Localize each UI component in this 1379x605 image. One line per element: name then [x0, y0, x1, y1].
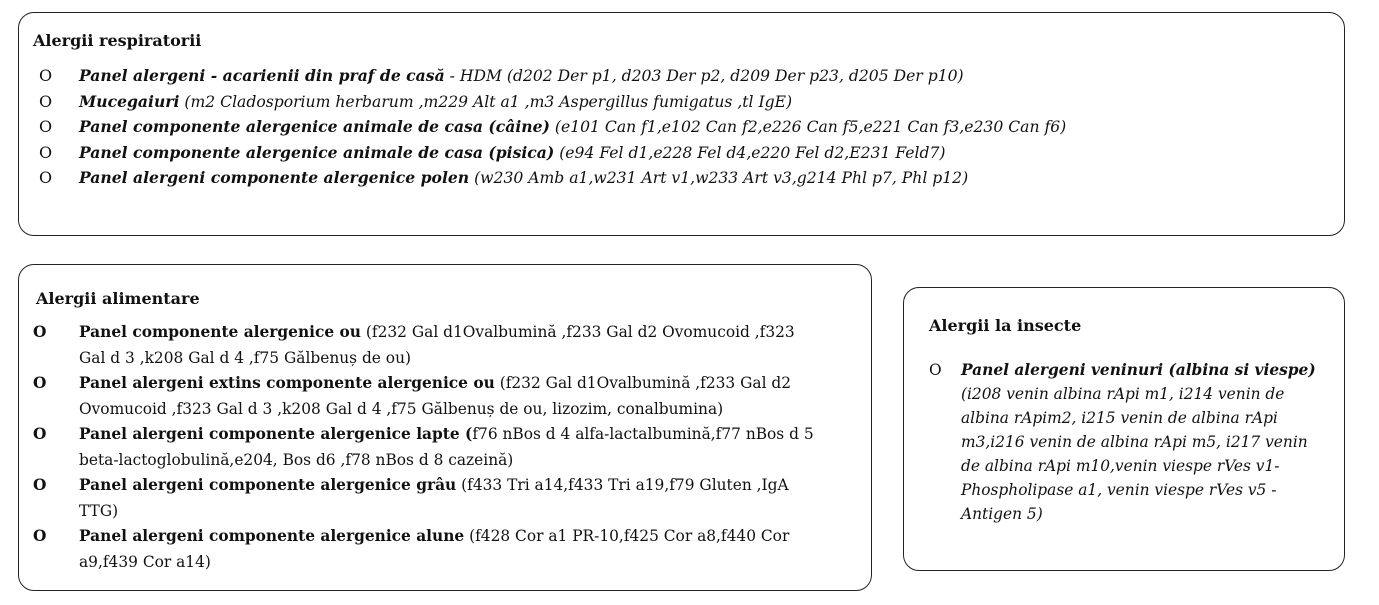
- radio-circle-icon[interactable]: O: [33, 476, 47, 494]
- list-item[interactable]: [33, 473, 823, 524]
- list-item[interactable]: [33, 524, 823, 575]
- panel-detail: (f232 Gal d1Ovalbumină ,f233 Gal d2 Ovomucoid ,f323 Gal d 3 ,k208 Gal d 4 ,f75 Gălbenuș de ou, lizozim, conalbumina): [79, 374, 792, 418]
- section-title: Alergii respiratorii: [33, 31, 202, 50]
- list-item[interactable]: [39, 140, 1066, 166]
- panel-detail: f76 nBos d 4 alfa-lactalbumină,f77 nBos d 5 beta-lactoglobulină,e204, Bos d6 ,f78 nBos d 8 cazeină): [79, 425, 814, 469]
- panel-name: Panel alergeni componente alergenice grâu: [79, 476, 457, 494]
- list-item[interactable]: [39, 63, 1066, 89]
- radio-circle-icon[interactable]: O: [39, 142, 53, 162]
- radio-circle-icon[interactable]: O: [39, 168, 53, 187]
- panel-name: Panel alergeni veninuri (albina si viespe): [961, 361, 1316, 379]
- list-item[interactable]: [929, 358, 1324, 526]
- respiratory-allergy-panel: [18, 12, 1345, 236]
- panel-detail: (e101 Can f1,e102 Can f2,e226 Can f5,e221 Can f3,e230 Can f6): [549, 118, 1067, 136]
- radio-circle-icon[interactable]: O: [33, 374, 47, 392]
- radio-circle-icon[interactable]: O: [929, 361, 942, 379]
- panel-detail: - HDM (d202 Der p1, d203 Der p2, d209 Der p23, d205 Der p10): [444, 67, 964, 85]
- radio-circle-icon[interactable]: O: [33, 527, 47, 545]
- list-item[interactable]: [39, 114, 1066, 140]
- panel-name: Panel componente alergenice animale de casa (câine): [79, 117, 550, 136]
- panel-detail: (e94 Fel d1,e228 Fel d4,e220 Fel d2,E231 Feld7): [554, 143, 946, 162]
- section-title: Alergii la insecte: [929, 316, 1082, 335]
- radio-circle-icon[interactable]: O: [39, 66, 53, 85]
- radio-circle-icon[interactable]: O: [39, 117, 53, 136]
- food-list: [33, 320, 823, 575]
- list-item[interactable]: [33, 422, 823, 473]
- panel-detail: (f433 Tri a14,f433 Tri a19,f79 Gluten ,IgA TTG): [79, 476, 789, 520]
- panel-detail: (i208 venin albina rApi m1, i214 venin de albina rApim2, i215 venin de albina rApi m3,i216 venin de albina rApi m5, i217 venin de albina rApi m10,venin viespe rVes v1-Phospholipase a1, venin viespe rVes v5 -Antigen 5): [961, 385, 1308, 523]
- panel-name: Panel componente alergenice ou: [79, 323, 361, 341]
- radio-circle-icon[interactable]: O: [33, 425, 47, 443]
- insect-list: [929, 358, 1324, 526]
- list-item[interactable]: [39, 165, 1066, 191]
- radio-circle-icon[interactable]: O: [33, 323, 47, 341]
- insect-allergy-panel: [903, 287, 1345, 571]
- panel-name: Panel alergeni componente alergenice polen: [79, 168, 470, 187]
- section-title: Alergii alimentare: [36, 289, 200, 308]
- panel-name: Panel alergeni componente alergenice lapte (: [79, 425, 473, 443]
- list-item[interactable]: [33, 371, 823, 422]
- panel-detail: (f428 Cor a1 PR-10,f425 Cor a8,f440 Cor a9,f439 Cor a14): [79, 527, 790, 571]
- panel-detail: (f232 Gal d1Ovalbumină ,f233 Gal d2 Ovomucoid ,f323 Gal d 3 ,k208 Gal d 4 ,f75 Gălbenuș de ou): [79, 323, 795, 367]
- panel-name: Mucegaiuri: [79, 91, 180, 111]
- panel-name: Panel alergeni componente alergenice alune: [79, 527, 465, 545]
- respiratory-list: [39, 63, 1066, 191]
- radio-circle-icon[interactable]: O: [39, 91, 53, 111]
- list-item[interactable]: [39, 89, 1066, 115]
- panel-detail: (w230 Amb a1,w231 Art v1,w233 Art v3,g214 Phl p7, Phl p12): [469, 169, 969, 187]
- panel-name: Panel alergeni - acarienii din praf de casă: [79, 66, 445, 85]
- list-item[interactable]: [33, 320, 823, 371]
- food-allergy-panel: [18, 264, 872, 591]
- panel-name: Panel componente alergenice animale de casa (pisica): [79, 142, 555, 162]
- panel-name: Panel alergeni extins componente alergenice ou: [79, 374, 495, 392]
- panel-detail: (m2 Cladosporium herbarum ,m229 Alt a1 ,m3 Aspergillus fumigatus ,tl IgE): [179, 92, 793, 111]
